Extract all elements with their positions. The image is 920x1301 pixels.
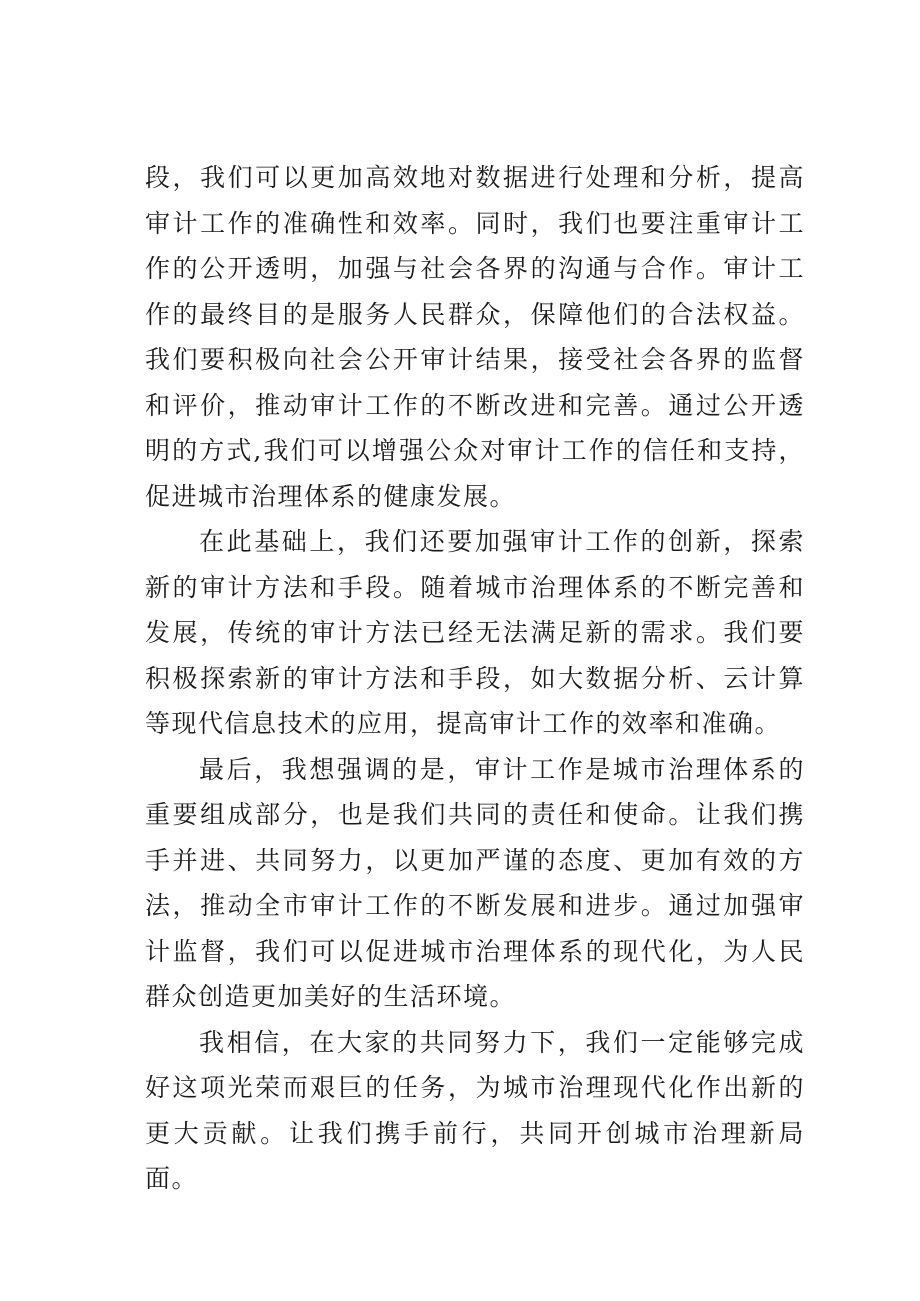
paragraph-continuation: 段，我们可以更加高效地对数据进行处理和分析，提高审计工作的准确性和效率。同时，我们也要注重审计工作的公开透明，加强与社会各界的沟通与合作。审计工作的最终目的是服务人民群众，保障他们的合法权益。我们要积极向社会公开审计结果，接受社会各界的监督和评价，推动审计工作的不断改进和完善。通过公开透明的方式,我们可以增强公众对审计工作的信任和支持，促进城市治理体系的健康发展。 bbox=[145, 163, 805, 511]
paragraph-closing: 我相信，在大家的共同努力下，我们一定能够完成好这项光荣而艰巨的任务，为城市治理现代化作出新的更大贡献。让我们携手前行，共同开创城市治理新局面。 bbox=[145, 1027, 805, 1193]
paragraph-innovation: 在此基础上，我们还要加强审计工作的创新，探索新的审计方法和手段。随着城市治理体系的不断完善和发展，传统的审计方法已经无法满足新的需求。我们要积极探索新的审计方法和手段，如大数据分析、云计算等现代信息技术的应用，提高审计工作的效率和准确。 bbox=[145, 527, 805, 738]
document-body bbox=[145, 155, 805, 1202]
paragraph-conclusion: 最后，我想强调的是，审计工作是城市治理体系的重要组成部分，也是我们共同的责任和使命。让我们携手并进、共同努力，以更加严谨的态度、更加有效的方法，推动全市审计工作的不断发展和进步。通过加强审计监督，我们可以促进城市治理体系的现代化，为人民群众创造更加美好的生活环境。 bbox=[145, 754, 805, 1011]
